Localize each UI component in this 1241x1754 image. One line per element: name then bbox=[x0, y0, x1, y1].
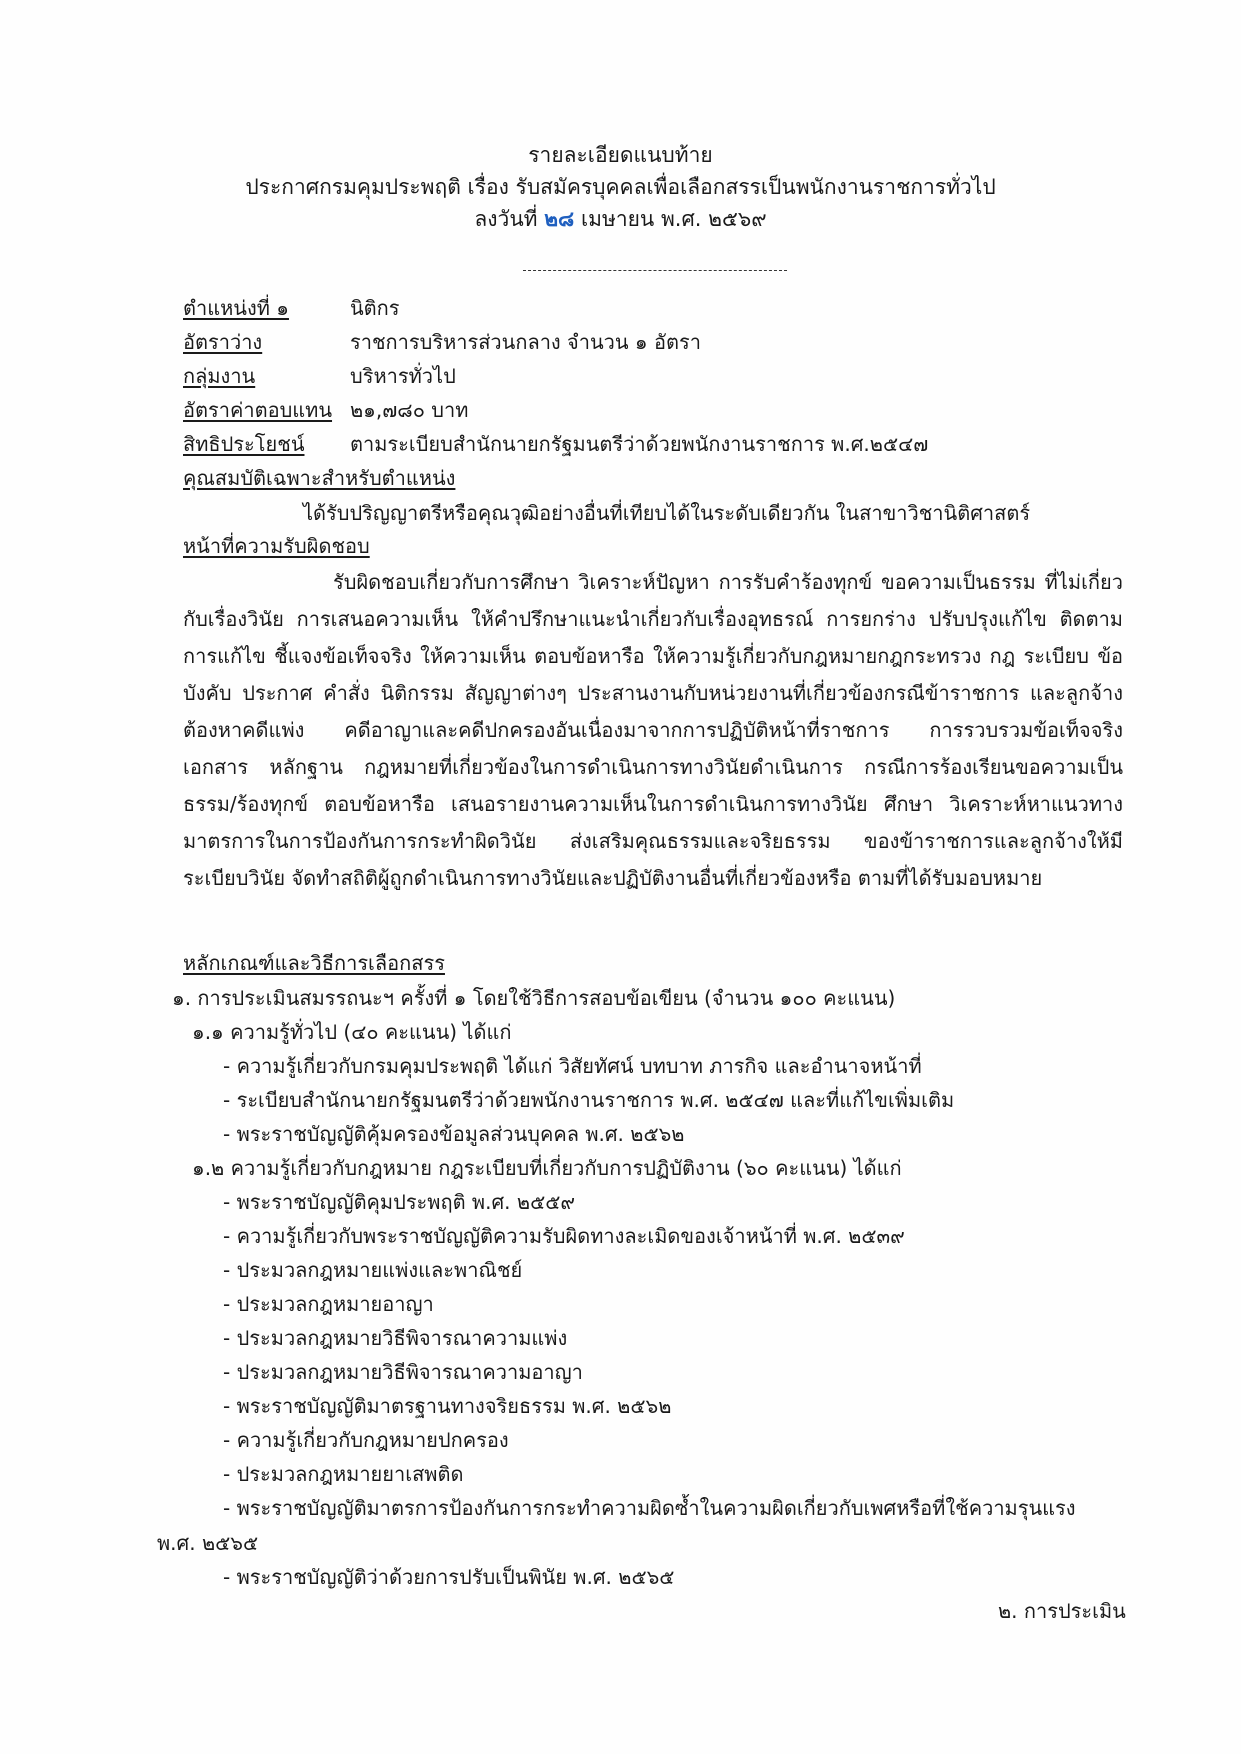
continued-next-page: ๒. การประเมิน bbox=[998, 1599, 1126, 1623]
field-label-position: ตำแหน่งที่ ๑ bbox=[183, 296, 289, 320]
field-value-benefits: ตามระเบียบสำนักนายกรัฐมนตรีว่าด้วยพนักงานราชการ พ.ศ.๒๕๔๗ bbox=[350, 432, 929, 456]
field-label-vacancy: อัตราว่าง bbox=[183, 330, 263, 354]
separator-dashed-line bbox=[523, 270, 787, 271]
general-knowledge-title: ๑.๑ ความรู้ทั่วไป (๔๐ คะแนน) ได้แก่ bbox=[192, 1020, 512, 1044]
document-title: รายละเอียดแนบท้าย bbox=[528, 143, 713, 167]
date-day-handwritten: ๒๘ bbox=[544, 207, 575, 231]
qualifications-heading: คุณสมบัติเฉพาะสำหรับตำแหน่ง bbox=[183, 466, 456, 490]
general-knowledge-item: - พระราชบัญญัติคุ้มครองข้อมูลส่วนบุคคล พ.ศ. ๒๕๖๒ bbox=[223, 1122, 685, 1146]
legal-knowledge-item: - ประมวลกฎหมายยาเสพติด bbox=[223, 1462, 464, 1486]
field-value-work-group: บริหารทั่วไป bbox=[350, 364, 456, 388]
legal-knowledge-item: - ประมวลกฎหมายแพ่งและพาณิชย์ bbox=[223, 1258, 523, 1282]
legal-knowledge-item: - ประมวลกฎหมายอาญา bbox=[223, 1292, 434, 1316]
announcement-date bbox=[0, 206, 1241, 232]
selection-heading: หลักเกณฑ์และวิธีการเลือกสรร bbox=[183, 951, 445, 975]
date-prefix: ลงวันที่ bbox=[474, 207, 538, 231]
field-value-salary: ๒๑,๗๘๐ บาท bbox=[350, 398, 469, 422]
legal-knowledge-item-continuation: พ.ศ. ๒๕๖๕ bbox=[157, 1531, 259, 1555]
duties-paragraph bbox=[183, 564, 1123, 897]
field-value-vacancy: ราชการบริหารส่วนกลาง จำนวน ๑ อัตรา bbox=[350, 330, 701, 354]
legal-knowledge-item: - พระราชบัญญัติว่าด้วยการปรับเป็นพินัย พ.ศ. ๒๕๖๕ bbox=[223, 1565, 675, 1589]
field-label-benefits: สิทธิประโยชน์ bbox=[183, 432, 305, 456]
selection-item-1: ๑. การประเมินสมรรถนะฯ ครั้งที่ ๑ โดยใช้วิธีการสอบข้อเขียน (จำนวน ๑๐๐ คะแนน) bbox=[172, 986, 896, 1010]
legal-knowledge-item: - พระราชบัญญัติมาตรการป้องกันการกระทำความผิดซ้ำในความผิดเกี่ยวกับเพศหรือที่ใช้ความรุนแรง bbox=[223, 1496, 1076, 1520]
duties-heading: หน้าที่ความรับผิดชอบ bbox=[183, 534, 370, 558]
legal-knowledge-item: - ประมวลกฎหมายวิธีพิจารณาความอาญา bbox=[223, 1360, 583, 1384]
duties-text: รับผิดชอบเกี่ยวกับการศึกษา วิเคราะห์ปัญหา การรับคำร้องทุกข์ ขอความเป็นธรรม ที่ไม่เกี่ยวกับเรื่องวินัย การเสนอความเห็น ให้คำปรึกษาแนะนำเกี่ยวกับเรื่องอุทธรณ์ การยกร่าง ปรับปรุงแก้ไข ติดตามการแก้ไข ชี้แจงข้อเท็จจริง ให้ความเห็น ตอบข้อหารือ ให้ความรู้เกี่ยวกับกฎหมายกฎกระทรวง กฎ ระเบียบ ข้อบังคับ ประกาศ คำสั่ง นิติกรรม สัญญาต่างๆ ประสานงานกับหน่วยงานที่เกี่ยวข้องกรณีข้าราชการ และลูกจ้างต้องหาคดีแพ่ง คดีอาญาและคดีปกครองอันเนื่องมาจากการปฏิบัติหน้าที่ราชการ การรวบรวมข้อเท็จจริง เอกสาร หลักฐาน กฎหมายที่เกี่ยวข้องในการดำเนินการทางวินัยดำเนินการ กรณีการร้องเรียนขอความเป็นธรรม/ร้องทุกข์ ตอบข้อหารือ เสนอรายงานความเห็นในการดำเนินการทางวินัย ศึกษา วิเคราะห์หาแนวทางมาตรการในการป้องกันการกระทำผิดวินัย ส่งเสริมคุณธรรมและจริยธรรม ของข้าราชการและลูกจ้างให้มีระเบียบวินัย จัดทำสถิติผู้ถูกดำเนินการทางวินัยและปฏิบัติงานอื่นที่เกี่ยวข้องหรือ ตามที่ได้รับมอบหมาย bbox=[183, 570, 1123, 890]
field-value-position: นิติกร bbox=[350, 296, 400, 320]
legal-knowledge-item: - ความรู้เกี่ยวกับกฎหมายปกครอง bbox=[223, 1428, 509, 1452]
date-suffix: เมษายน พ.ศ. ๒๕๖๙ bbox=[580, 207, 767, 231]
general-knowledge-item: - ระเบียบสำนักนายกรัฐมนตรีว่าด้วยพนักงานราชการ พ.ศ. ๒๕๔๗ และที่แก้ไขเพิ่มเติม bbox=[223, 1088, 955, 1112]
qualifications-text: ได้รับปริญญาตรีหรือคุณวุฒิอย่างอื่นที่เทียบได้ในระดับเดียวกัน ในสาขาวิชานิติศาสตร์ bbox=[303, 501, 1031, 525]
field-label-salary: อัตราค่าตอบแทน bbox=[183, 398, 333, 422]
legal-knowledge-item: - ประมวลกฎหมายวิธีพิจารณาความแพ่ง bbox=[223, 1326, 568, 1350]
announcement-subtitle: ประกาศกรมคุมประพฤติ เรื่อง รับสมัครบุคคลเพื่อเลือกสรรเป็นพนักงานราชการทั่วไป bbox=[245, 175, 996, 199]
general-knowledge-item: - ความรู้เกี่ยวกับกรมคุมประพฤติ ได้แก่ วิสัยทัศน์ บทบาท ภารกิจ และอำนาจหน้าที่ bbox=[223, 1054, 922, 1078]
legal-knowledge-title: ๑.๒ ความรู้เกี่ยวกับกฎหมาย กฎระเบียบที่เกี่ยวกับการปฏิบัติงาน (๖๐ คะแนน) ได้แก่ bbox=[192, 1156, 902, 1180]
legal-knowledge-item: - พระราชบัญญัติคุมประพฤติ พ.ศ. ๒๕๕๙ bbox=[223, 1190, 575, 1214]
field-label-work-group: กลุ่มงาน bbox=[183, 364, 256, 388]
legal-knowledge-item: - ความรู้เกี่ยวกับพระราชบัญญัติความรับผิดทางละเมิดของเจ้าหน้าที่ พ.ศ. ๒๕๓๙ bbox=[223, 1224, 905, 1248]
legal-knowledge-item: - พระราชบัญญัติมาตรฐานทางจริยธรรม พ.ศ. ๒๕๖๒ bbox=[223, 1394, 672, 1418]
